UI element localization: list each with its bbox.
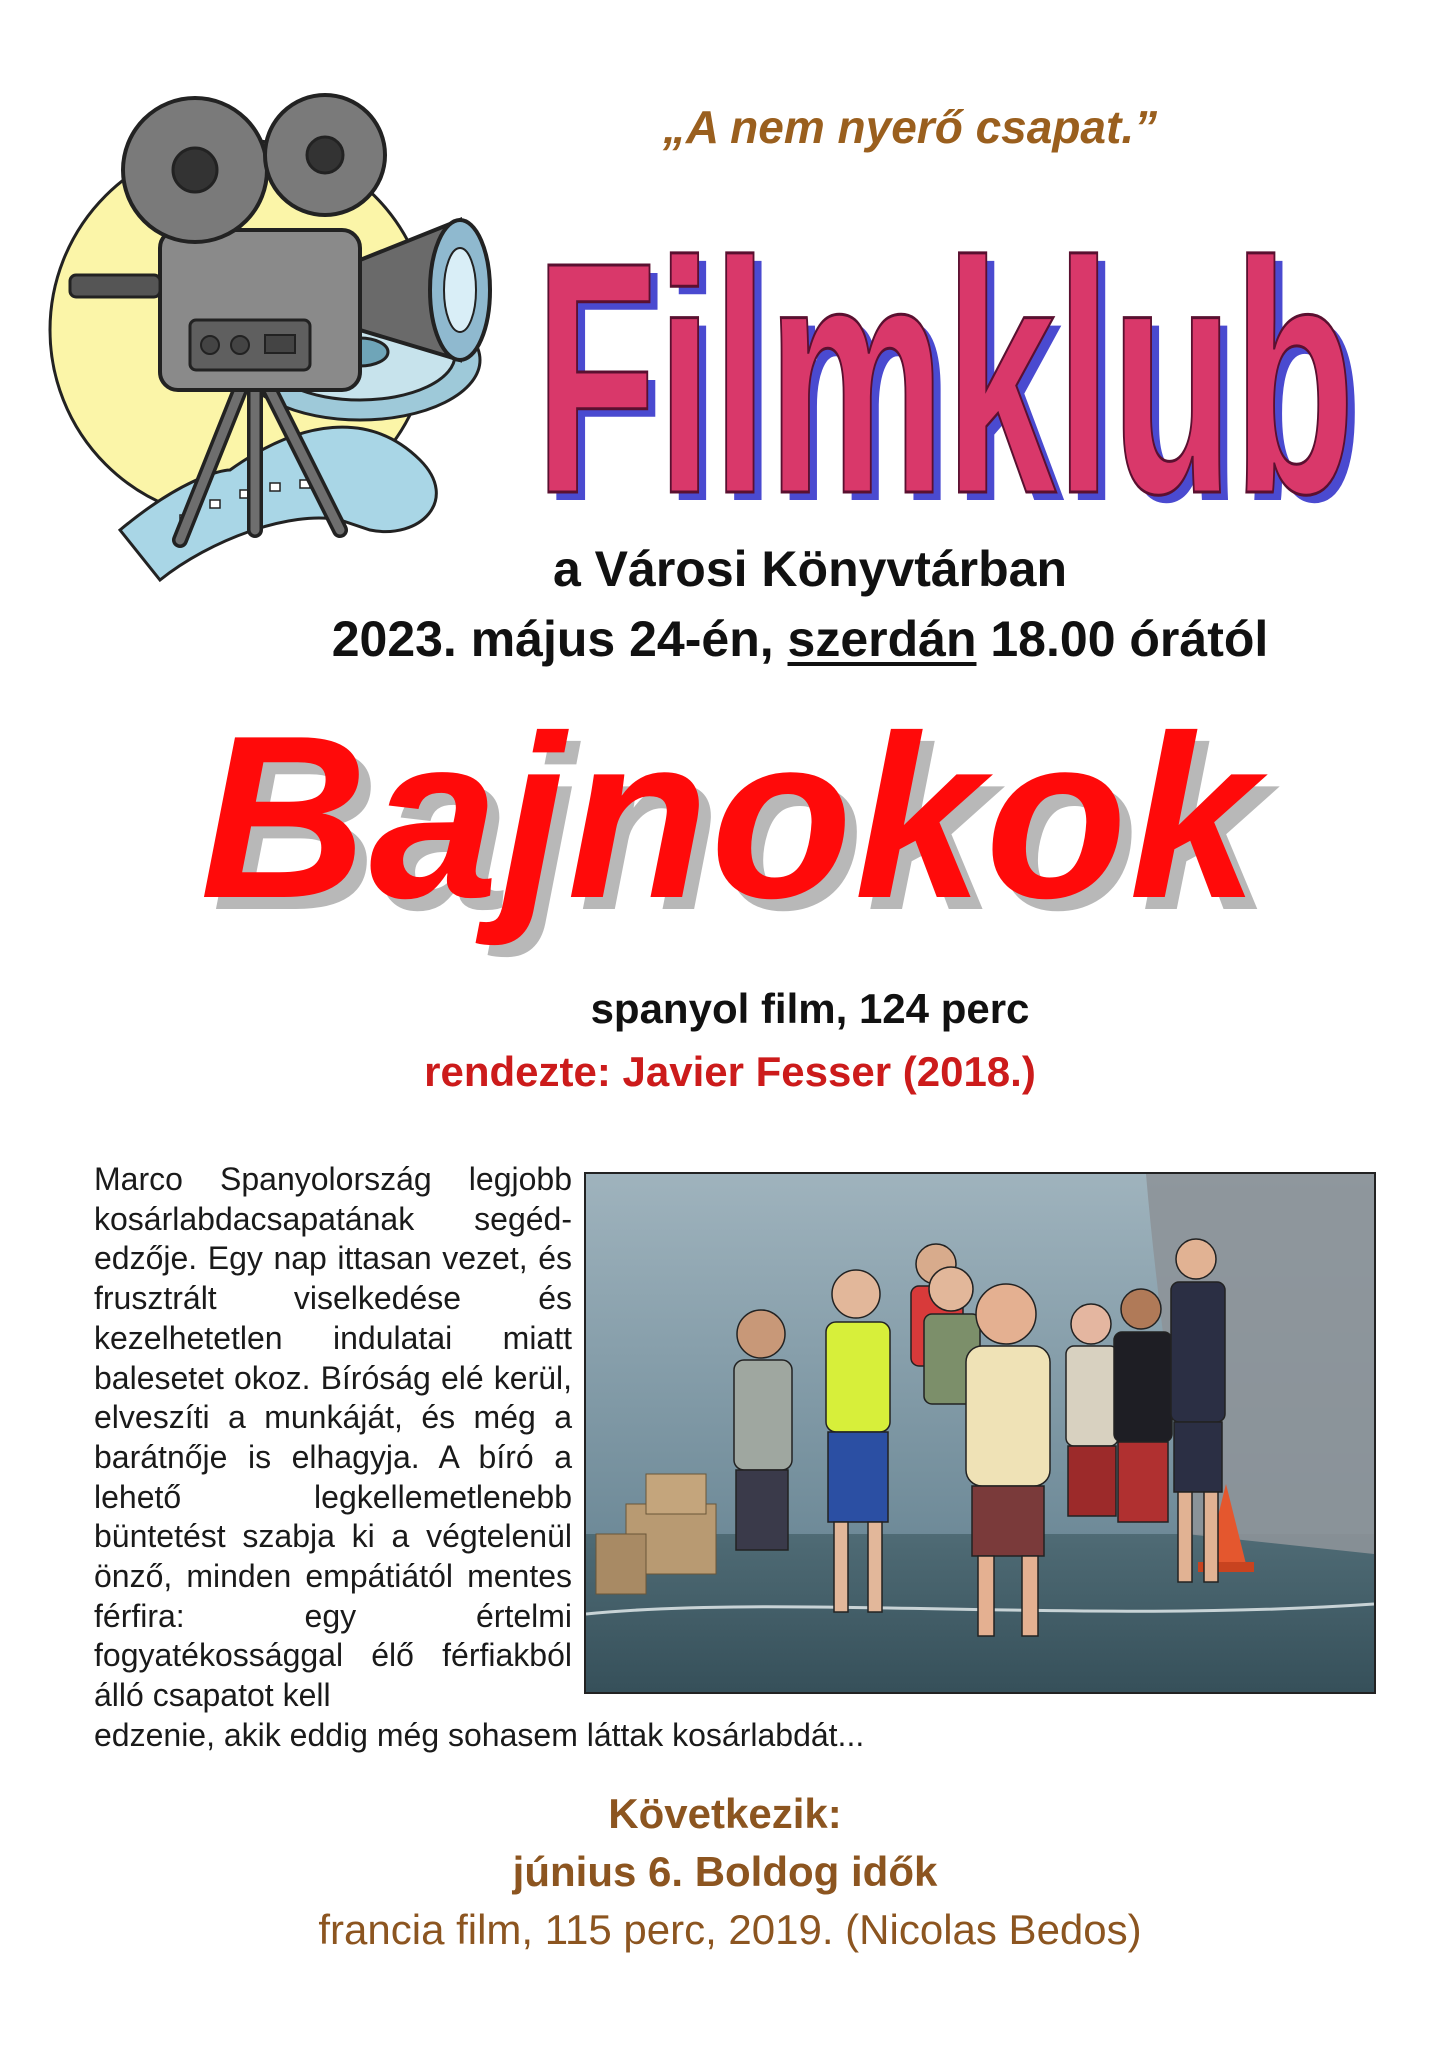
tagline: „A nem nyerő csapat.”: [662, 101, 1158, 153]
next-label: Következik:: [608, 1790, 842, 1837]
next-film-meta: francia film, 115 perc, 2019. (Nicolas Bedos): [318, 1906, 1142, 1953]
film-director: rendezte: Javier Fesser (2018.): [424, 1048, 1036, 1095]
club-name: Filmklub: [535, 193, 1355, 530]
film-title: Bajnokok: [199, 688, 1261, 947]
film-synopsis: Marco Spanyolország legjobb kosárlabdacsapatának segédedzője. Egy nap ittasan vezet, és frusztrált viselkedése és kezelhetetlen indulatai miatt balesetet okoz. Bíróság elé kerül, elveszíti a munkáját, és még a barátnője is elhagyja. A bíró a lehető legkellemetlenebb büntetést szabja ki a végtelenül önző, minden empátiától mentes férfira: egy értelmi fogyatékossággal élő férfiakból álló csapatot kell: [94, 1161, 572, 1714]
date-suffix: 18.00 órától: [976, 611, 1269, 667]
date-day: szerdán: [787, 611, 977, 667]
film-still-photo: [584, 1172, 1376, 1694]
club-name-shadow: Filmklub: [543, 201, 1363, 530]
film-meta: spanyol film, 124 perc: [590, 985, 1030, 1032]
date-prefix: 2023. május 24-én,: [331, 611, 788, 667]
movie-camera-icon: [40, 60, 510, 620]
film-synopsis-last-line: edzenie, akik eddig még sohasem láttak kosárlabdát...: [94, 1717, 865, 1753]
club-name-wordart: [510, 170, 1380, 530]
venue: a Városi Könyvtárban: [552, 541, 1068, 597]
next-film-title: június 6. Boldog idők: [512, 1848, 938, 1895]
event-date: [200, 610, 1400, 668]
